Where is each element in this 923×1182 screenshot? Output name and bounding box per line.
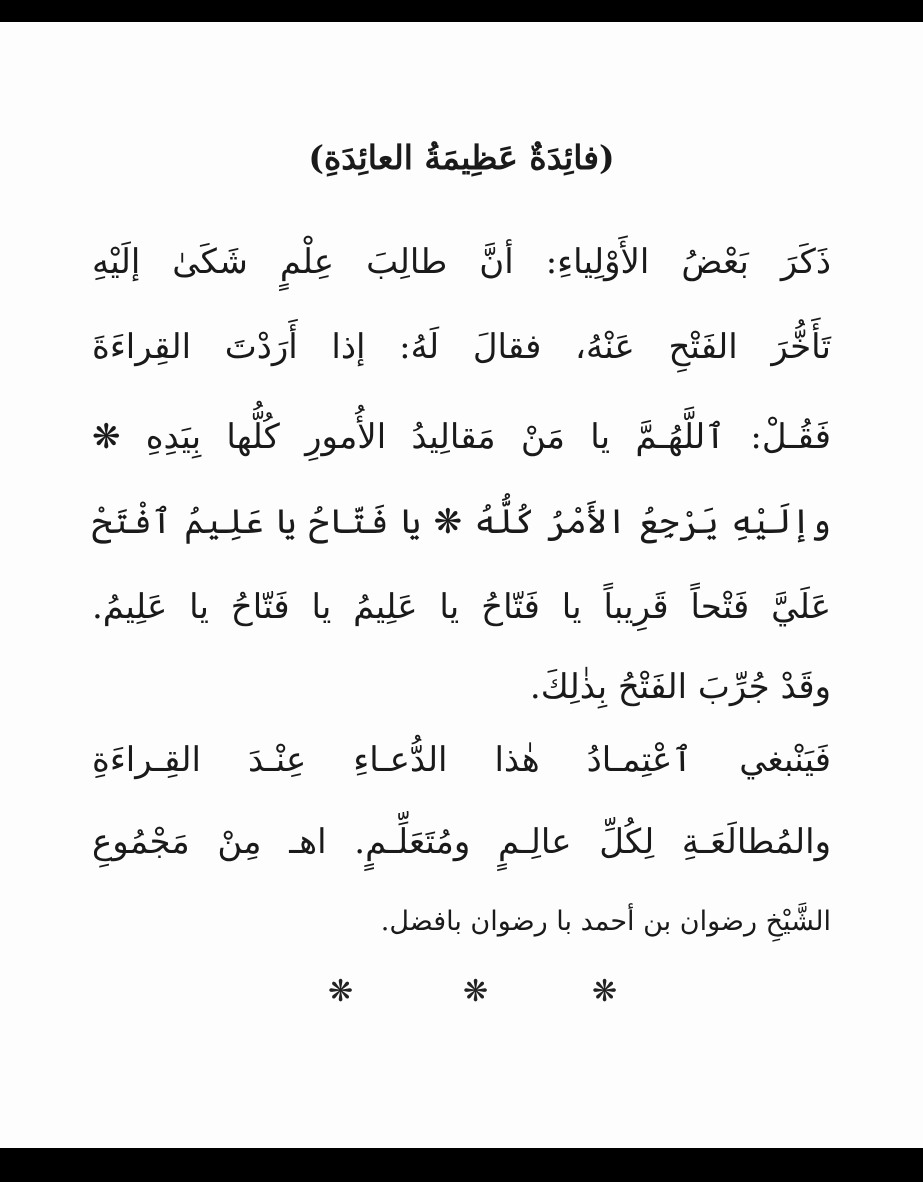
asterism-ornament-icon: ❋ (592, 974, 618, 1009)
text-line-6: وقَدْ جُرِّبَ الفَتْحُ بِذٰلِكَ. (529, 667, 831, 707)
text-line-4: وإلَيْهِ يَرْجِعُ الأَمْرُ كُلُّهُ ❋ يا فَتّاحُ يا عَلِيمُ ٱفْتَحْ (92, 502, 831, 542)
asterism-ornament-icon: ❋ (463, 974, 489, 1009)
text-line-8: والمُطالَعَـةِ لِكُلِّ عالِـمٍ ومُتَعَلِّـمٍ. اهـ مِنْ مَجْمُوعِ (92, 822, 831, 862)
text-line-9: الشَّيْخِ رضوان بن أحمد با رضوان بافضل. (380, 906, 831, 937)
text-line-3: فَقُـلْ: ٱللَّهُـمَّ يا مَنْ مَقالِيدُ الأُمورِ كُلُّها بِيَدِهِ ❋ (92, 417, 831, 457)
asterism-ornament-icon: ❋ (328, 974, 354, 1009)
ornament-row (0, 972, 923, 1012)
document-title: (فائِدَةٌ عَظِيمَةُ العائِدَةِ) (308, 138, 615, 177)
document-text-area (0, 22, 923, 1148)
text-line-2: تَأَخُّرَ الفَتْحِ عَنْهُ، فقالَ لَهُ: إذا أَرَدْتَ القِراءَةَ (92, 327, 831, 367)
text-line-5: عَلَيَّ فَتْحاً قَرِيباً يا فَتّاحُ يا عَلِيمُ يا فَتّاحُ يا عَلِيمُ. (92, 587, 831, 627)
text-line-1: ذَكَرَ بَعْضُ الأَوْلِياءِ: أنَّ طالِبَ عِلْمٍ شَكَىٰ إلَيْهِ (92, 242, 831, 282)
document-page (0, 22, 923, 1148)
text-line-7: فَيَنْبغي ٱعْتِمـادُ هٰذا الدُّعـاءِ عِنْـدَ القِـراءَةِ (92, 740, 831, 780)
